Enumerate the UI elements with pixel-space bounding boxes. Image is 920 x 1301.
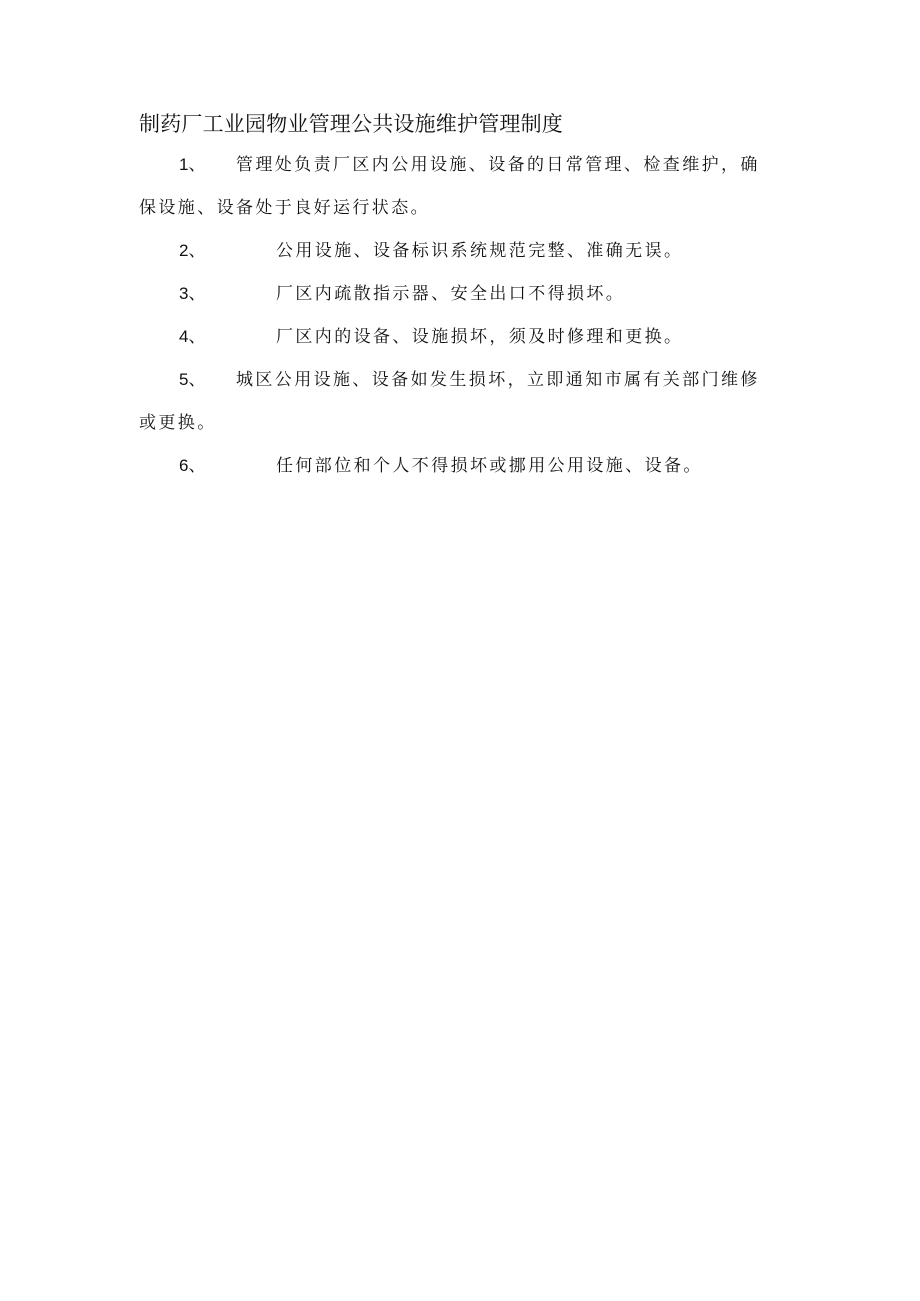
clause-text: 公用设施、设备标识系统规范完整、准确无误。 [276,241,684,261]
clause-text-continued: 或更换。 [139,413,217,433]
clause-number: 6、 [179,456,206,475]
clause-text: 厂区内疏散指示器、安全出口不得损坏。 [276,284,626,304]
clause-5 [139,365,779,451]
clause-text: 城区公用设施、设备如发生损坏，立即通知市属有关部门维修 [236,370,760,390]
clause-text: 厂区内的设备、设施损坏，须及时修理和更换。 [276,327,684,347]
clause-line [139,236,779,279]
clause-number: 1、 [179,155,206,174]
clause-number: 5、 [179,370,206,389]
clause-text-continued: 保设施、设备处于良好运行状态。 [139,198,430,218]
clause-6 [139,451,779,494]
clause-line [139,365,779,408]
clause-number: 3、 [179,284,206,303]
clause-line [139,150,779,193]
clause-4 [139,322,779,365]
clause-1 [139,150,779,236]
clause-text: 任何部位和个人不得损坏或挪用公用设施、设备。 [276,456,703,476]
clause-line [139,408,779,451]
document-title: 制药厂工业园物业管理公共设施维护管理制度 [139,112,563,136]
clause-line [139,193,779,236]
clause-3 [139,279,779,322]
clause-line [139,451,779,494]
clause-line [139,279,779,322]
clause-2 [139,236,779,279]
clause-line [139,322,779,365]
clause-number: 2、 [179,241,206,260]
clause-number: 4、 [179,327,206,346]
clause-text: 管理处负责厂区内公用设施、设备的日常管理、检查维护，确 [236,155,760,175]
